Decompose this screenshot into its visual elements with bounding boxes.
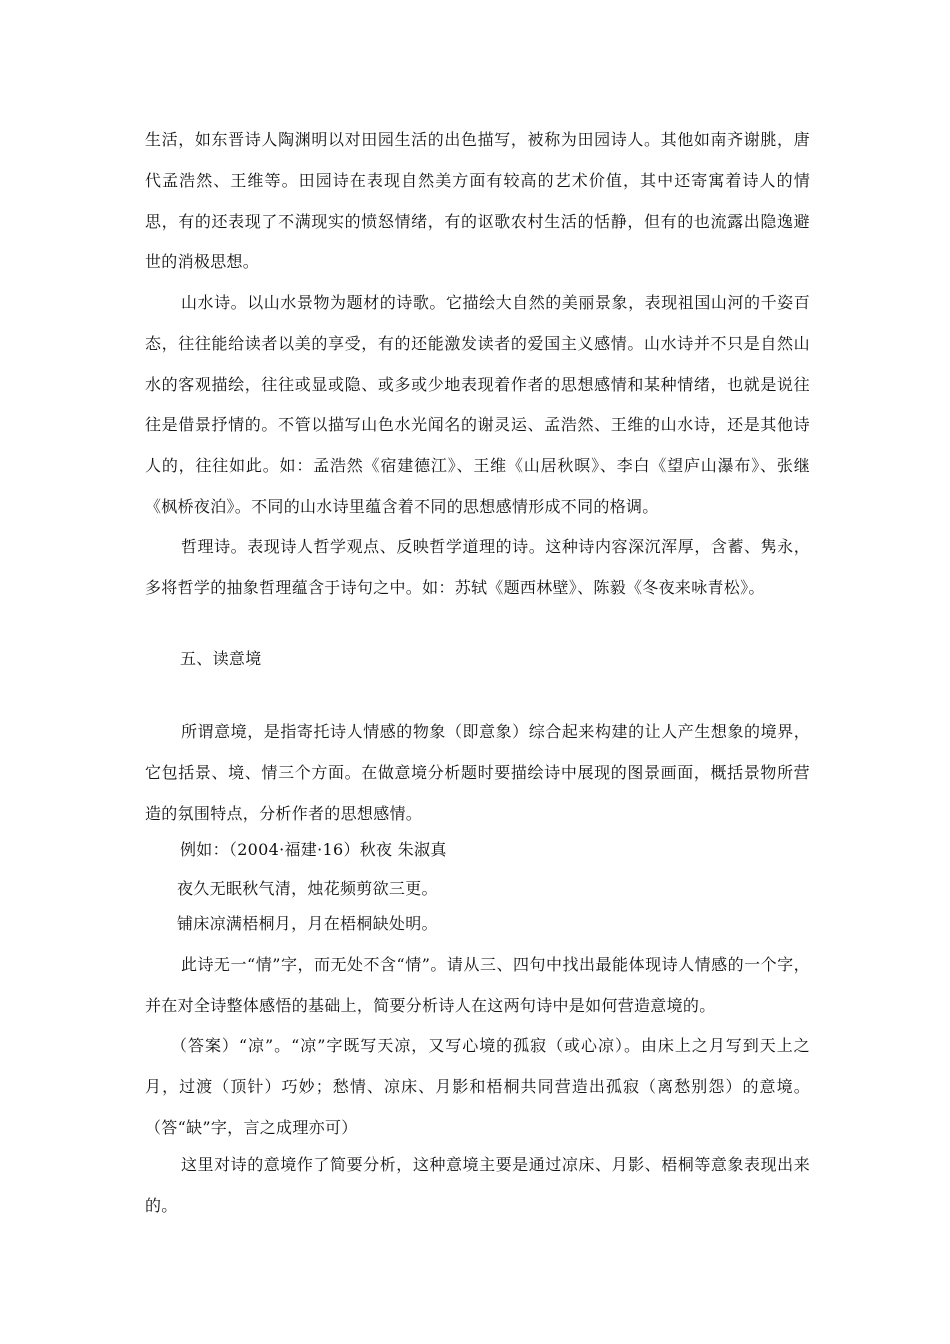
paragraph-pastoral-poetry: 生活，如东晋诗人陶渊明以对田园生活的出色描写，被称为田园诗人。其他如南齐谢朓，唐代孟浩然、王维等。田园诗在表现自然美方面有较高的艺术价值，其中还寄寓着诗人的情思，有的还表现了不满现实的愤怒情绪，有的讴歌农村生活的恬静，但有的也流露出隐逸避世的消极思想。 bbox=[145, 130, 810, 272]
paragraph-artistic-conception: 所谓意境，是指寄托诗人情感的物象（即意象）综合起来构建的让人产生想象的境界，它包括景、境、情三个方面。在做意境分析题时要描绘诗中展现的图景画面，概括景物所营造的氛围特点，分析作者的思想感情。 bbox=[145, 722, 810, 823]
paragraph-analysis: 这里对诗的意境作了简要分析，这种意境主要是通过凉床、月影、梧桐等意象表现出来的。 bbox=[145, 1155, 810, 1215]
example-title: 例如：（2004·福建·16）秋夜 朱淑真 bbox=[180, 840, 447, 859]
paragraph-question: 此诗无一“情”字，而无处不含“情”。请从三、四句中找出最能体现诗人情感的一个字，并在对全诗整体感悟的基础上，简要分析诗人在这两句诗中是如何营造意境的。 bbox=[145, 955, 810, 1015]
paragraph-answer: （答案）“凉”。“凉”字既写天凉，又写心境的孤寂（或心凉）。由床上之月写到天上之月，过渡（顶针）巧妙；愁情、凉床、月影和梧桐共同营造出孤寂（离愁别怨）的意境。（答“缺”字，言之成理亦可） bbox=[145, 1036, 810, 1137]
paragraph-philosophical-poetry: 哲理诗。表现诗人哲学观点、反映哲学道理的诗。这种诗内容深沉浑厚，含蓄、隽永，多将哲学的抽象哲理蕴含于诗句之中。如：苏轼《题西林壁》、陈毅《冬夜来咏青松》。 bbox=[145, 537, 810, 597]
poem-line-2: 铺床凉满梧桐月，月在梧桐缺处明。 bbox=[177, 914, 438, 933]
paragraph-landscape-poetry: 山水诗。以山水景物为题材的诗歌。它描绘大自然的美丽景象，表现祖国山河的千姿百态，往往能给读者以美的享受，有的还能激发读者的爱国主义感情。山水诗并不只是自然山水的客观描绘，往往或显或隐、或多或少地表现着作者的思想感情和某种情绪，也就是说往往是借景抒情的。不管以描写山色水光闻名的谢灵运、孟浩然、王维的山水诗，还是其他诗人的，往往如此。如：孟浩然《宿建德江》、王维《山居秋暝》、李白《望庐山瀑布》、张继《枫桥夜泊》。不同的山水诗里蕴含着不同的思想感情形成不同的格调。 bbox=[145, 293, 810, 516]
poem-line-1: 夜久无眠秋气清，烛花频剪欲三更。 bbox=[177, 879, 438, 898]
section-heading: 五、读意境 bbox=[180, 649, 262, 668]
